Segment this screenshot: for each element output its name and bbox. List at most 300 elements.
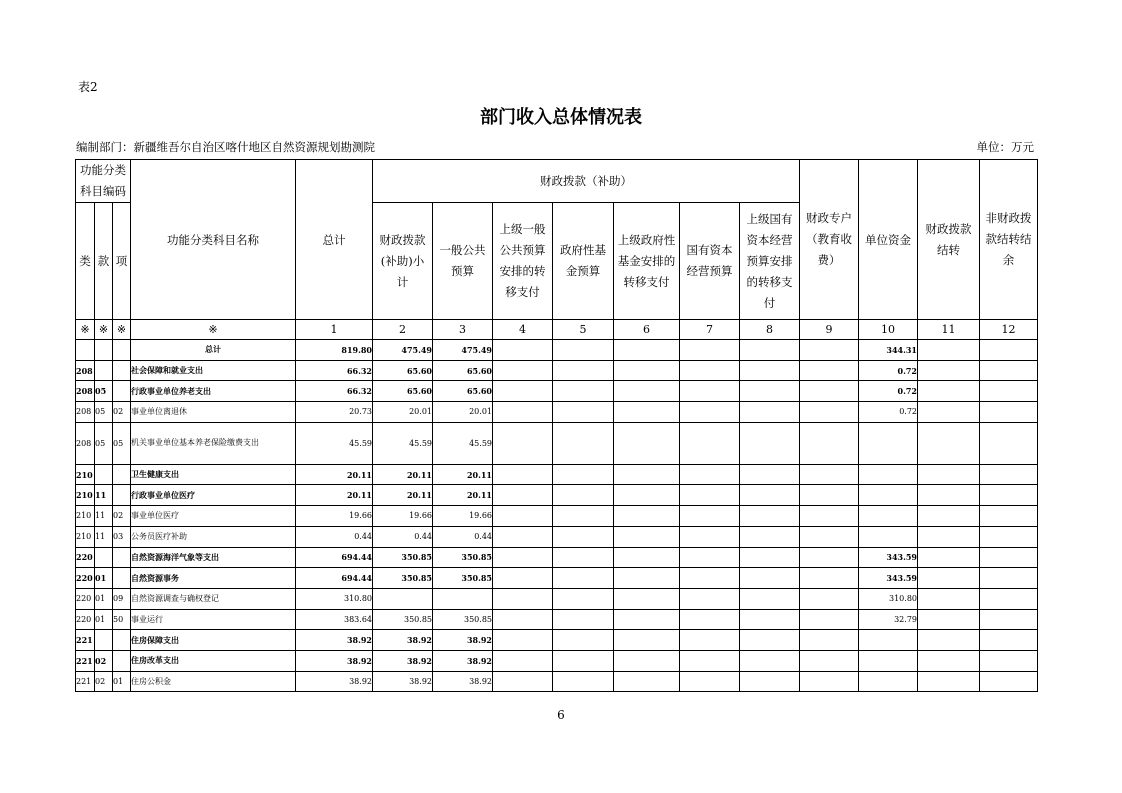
page-title: 部门收入总体情况表 [480,107,642,128]
table-row [76,402,1038,423]
amount-subtotal: 45.59 [373,422,433,464]
item-name: 事业运行 [131,609,296,630]
amount-empty [800,568,859,589]
header-nonfiscal-carryover: 非财政拨款结转结余 [980,160,1038,320]
amount-subtotal: 475.49 [373,340,433,361]
amount-empty [800,526,859,547]
amount-general: 350.85 [433,547,493,568]
item-name: 住房公积金 [131,671,296,692]
amount-total: 20.11 [296,464,373,485]
header-total: 总计 [296,160,373,320]
amount-empty [800,340,859,361]
amount-empty [614,671,680,692]
amount-unit-funds: 32.79 [859,609,918,630]
amount-empty [800,485,859,506]
amount-general: 20.11 [433,485,493,506]
code-xiang [113,464,131,485]
amount-empty [493,422,553,464]
amount-unit-funds [859,485,918,506]
amount-empty [980,568,1038,589]
amount-empty [918,547,980,568]
item-name: 事业单位医疗 [131,506,296,527]
amount-general: 38.92 [433,630,493,651]
code-lei: 210 [76,506,95,527]
amount-general: 19.66 [433,506,493,527]
amount-empty [800,381,859,402]
header-upper-fund-transfer: 上级政府性基金安排的转移支付 [614,203,680,320]
code-kuan: 01 [95,568,113,589]
code-lei: 208 [76,402,95,423]
item-name: 公务员医疗补助 [131,526,296,547]
amount-unit-funds: 0.72 [859,402,918,423]
code-lei: 220 [76,568,95,589]
header-unit-funds: 单位资金 [859,160,918,320]
column-index-row [76,320,1038,340]
amount-empty [980,609,1038,630]
table-row [76,464,1038,485]
column-index-cell: 3 [433,320,493,340]
header-state-capital-budget: 国有资本经营预算 [680,203,740,320]
table-row [76,671,1038,692]
amount-empty [680,671,740,692]
amount-empty [918,422,980,464]
amount-general: 350.85 [433,609,493,630]
amount-empty [680,547,740,568]
code-kuan: 02 [95,671,113,692]
code-lei: 208 [76,381,95,402]
amount-unit-funds [859,671,918,692]
amount-general: 65.60 [433,360,493,381]
amount-empty [918,381,980,402]
amount-empty [980,630,1038,651]
amount-empty [493,360,553,381]
amount-empty [493,506,553,527]
code-kuan: 11 [95,485,113,506]
amount-unit-funds: 310.80 [859,588,918,609]
amount-empty [980,485,1038,506]
amount-empty [493,568,553,589]
amount-empty [680,340,740,361]
amount-empty [918,360,980,381]
amount-empty [918,402,980,423]
column-index-cell: 8 [740,320,800,340]
amount-empty [553,630,614,651]
amount-empty [980,671,1038,692]
amount-unit-funds [859,650,918,671]
code-lei: 220 [76,588,95,609]
amount-unit-funds: 343.59 [859,547,918,568]
amount-empty [680,588,740,609]
amount-empty [918,340,980,361]
item-name: 自然资源调查与确权登记 [131,588,296,609]
amount-empty [680,650,740,671]
amount-empty [553,422,614,464]
amount-empty [980,464,1038,485]
amount-subtotal: 350.85 [373,568,433,589]
code-lei: 210 [76,464,95,485]
amount-empty [493,402,553,423]
amount-general: 65.60 [433,381,493,402]
header-general-budget: 一般公共预算 [433,203,493,320]
code-kuan [95,630,113,651]
amount-empty [740,381,800,402]
amount-subtotal: 38.92 [373,671,433,692]
amount-empty [980,422,1038,464]
amount-empty [980,360,1038,381]
amount-empty [493,381,553,402]
table-row [76,568,1038,589]
table-row [76,547,1038,568]
amount-empty [493,526,553,547]
amount-empty [553,381,614,402]
amount-empty [918,630,980,651]
code-xiang [113,381,131,402]
table-row [76,340,1038,361]
amount-empty [980,547,1038,568]
amount-empty [493,340,553,361]
code-kuan: 05 [95,422,113,464]
amount-empty [553,547,614,568]
code-xiang [113,630,131,651]
code-xiang: 50 [113,609,131,630]
table-label: 表2 [78,80,98,94]
header-xiang: 项 [113,203,131,320]
amount-empty [553,506,614,527]
amount-empty [800,609,859,630]
code-lei: 220 [76,547,95,568]
table-row [76,650,1038,671]
amount-total: 819.80 [296,340,373,361]
code-kuan: 11 [95,526,113,547]
amount-subtotal: 20.01 [373,402,433,423]
item-name: 自然资源海洋气象等支出 [131,547,296,568]
code-kuan [95,360,113,381]
amount-empty [614,630,680,651]
header-func-code-group: 功能分类科目编码 [76,160,131,203]
amount-empty [680,506,740,527]
amount-empty [740,547,800,568]
table-row [76,506,1038,527]
amount-general: 0.44 [433,526,493,547]
amount-unit-funds [859,526,918,547]
amount-general [433,588,493,609]
amount-empty [800,650,859,671]
amount-general: 45.59 [433,422,493,464]
amount-empty [614,360,680,381]
item-name: 事业单位离退休 [131,402,296,423]
amount-empty [980,588,1038,609]
amount-empty [614,422,680,464]
amount-empty [553,568,614,589]
amount-total: 694.44 [296,568,373,589]
amount-total: 66.32 [296,381,373,402]
amount-empty [553,588,614,609]
code-xiang: 09 [113,588,131,609]
code-lei: 210 [76,485,95,506]
column-index-cell: 2 [373,320,433,340]
amount-empty [918,671,980,692]
code-lei: 221 [76,671,95,692]
amount-empty [918,526,980,547]
amount-general: 38.92 [433,650,493,671]
amount-subtotal: 350.85 [373,547,433,568]
amount-subtotal: 65.60 [373,381,433,402]
code-xiang [113,340,131,361]
code-xiang: 02 [113,402,131,423]
amount-empty [553,402,614,423]
amount-empty [680,422,740,464]
item-name: 行政事业单位养老支出 [131,381,296,402]
amount-empty [614,381,680,402]
amount-subtotal: 38.92 [373,630,433,651]
code-lei: 221 [76,650,95,671]
amount-empty [800,630,859,651]
income-table [75,159,1038,692]
amount-empty [918,464,980,485]
amount-empty [614,402,680,423]
column-index-cell: 9 [800,320,859,340]
amount-empty [918,650,980,671]
amount-total: 383.64 [296,609,373,630]
amount-empty [680,568,740,589]
amount-unit-funds [859,464,918,485]
amount-empty [493,588,553,609]
code-lei: 220 [76,609,95,630]
amount-total: 38.92 [296,630,373,651]
column-index-cell: ※ [113,320,131,340]
header-fiscal-group: 财政拨款（补助） [373,160,800,203]
code-lei [76,340,95,361]
amount-total: 19.66 [296,506,373,527]
amount-empty [493,464,553,485]
amount-empty [740,588,800,609]
amount-empty [493,609,553,630]
amount-empty [614,464,680,485]
amount-empty [980,650,1038,671]
code-xiang: 02 [113,506,131,527]
amount-empty [680,630,740,651]
amount-total: 310.80 [296,588,373,609]
amount-unit-funds: 343.59 [859,568,918,589]
amount-empty [918,485,980,506]
amount-empty [553,340,614,361]
code-kuan: 01 [95,609,113,630]
table-row [76,609,1038,630]
table-row [76,630,1038,651]
code-xiang: 03 [113,526,131,547]
code-kuan: 01 [95,588,113,609]
amount-total: 20.11 [296,485,373,506]
amount-general: 20.11 [433,464,493,485]
item-name: 社会保障和就业支出 [131,360,296,381]
amount-empty [614,650,680,671]
amount-unit-funds: 344.31 [859,340,918,361]
amount-subtotal: 20.11 [373,464,433,485]
amount-empty [553,360,614,381]
item-name: 卫生健康支出 [131,464,296,485]
amount-subtotal: 19.66 [373,506,433,527]
amount-empty [740,340,800,361]
amount-empty [493,671,553,692]
amount-empty [680,402,740,423]
header-fiscal-special: 财政专户（教育收费） [800,160,859,320]
amount-empty [980,526,1038,547]
amount-empty [918,506,980,527]
amount-empty [553,464,614,485]
amount-empty [680,464,740,485]
amount-subtotal: 0.44 [373,526,433,547]
amount-empty [614,526,680,547]
amount-total: 38.92 [296,650,373,671]
amount-empty [800,402,859,423]
table-row [76,485,1038,506]
header-upper-general-transfer: 上级一般公共预算安排的转移支付 [493,203,553,320]
item-name: 总计 [131,340,296,361]
amount-subtotal: 350.85 [373,609,433,630]
amount-empty [918,568,980,589]
amount-empty [614,340,680,361]
amount-total: 694.44 [296,547,373,568]
column-index-cell: 11 [918,320,980,340]
amount-empty [553,609,614,630]
table-row [76,360,1038,381]
amount-empty [740,464,800,485]
amount-total: 66.32 [296,360,373,381]
code-xiang [113,568,131,589]
amount-total: 0.44 [296,526,373,547]
amount-empty [553,671,614,692]
amount-empty [493,547,553,568]
header-gov-fund-budget: 政府性基金预算 [553,203,614,320]
table-body [76,340,1038,692]
amount-empty [614,547,680,568]
amount-empty [680,609,740,630]
amount-subtotal: 38.92 [373,650,433,671]
amount-unit-funds [859,422,918,464]
code-kuan [95,547,113,568]
code-kuan: 05 [95,402,113,423]
table-row [76,588,1038,609]
amount-subtotal: 20.11 [373,485,433,506]
code-kuan: 05 [95,381,113,402]
amount-empty [800,547,859,568]
amount-empty [740,609,800,630]
amount-total: 45.59 [296,422,373,464]
amount-unit-funds: 0.72 [859,381,918,402]
header-lei: 类 [76,203,95,320]
amount-subtotal: 65.60 [373,360,433,381]
header-func-name: 功能分类科目名称 [131,160,296,320]
amount-empty [740,526,800,547]
amount-unit-funds: 0.72 [859,360,918,381]
amount-empty [614,609,680,630]
code-xiang: 05 [113,422,131,464]
column-index-cell: 4 [493,320,553,340]
amount-empty [740,671,800,692]
amount-empty [740,402,800,423]
amount-empty [553,526,614,547]
amount-empty [553,485,614,506]
amount-empty [918,609,980,630]
amount-empty [800,422,859,464]
amount-empty [740,650,800,671]
amount-empty [553,650,614,671]
column-index-cell: 5 [553,320,614,340]
amount-empty [740,630,800,651]
item-name: 自然资源事务 [131,568,296,589]
amount-empty [493,630,553,651]
amount-empty [740,506,800,527]
code-kuan: 02 [95,650,113,671]
code-xiang [113,650,131,671]
amount-total: 20.73 [296,402,373,423]
header-upper-capital-transfer: 上级国有资本经营预算安排的转移支付 [740,203,800,320]
amount-empty [740,422,800,464]
column-index-cell: 12 [980,320,1038,340]
header-fiscal-carryover: 财政拨款结转 [918,160,980,320]
table-row [76,381,1038,402]
item-name [131,422,296,464]
amount-empty [980,402,1038,423]
column-index-cell: ※ [131,320,296,340]
column-index-cell: 10 [859,320,918,340]
code-lei: 221 [76,630,95,651]
code-xiang [113,360,131,381]
code-lei: 210 [76,526,95,547]
column-index-cell: 7 [680,320,740,340]
item-name: 行政事业单位医疗 [131,485,296,506]
amount-empty [980,506,1038,527]
amount-general: 475.49 [433,340,493,361]
header-fiscal-subtotal: 财政拨款(补助)小计 [373,203,433,320]
amount-empty [493,650,553,671]
code-lei: 208 [76,360,95,381]
amount-empty [614,568,680,589]
amount-empty [614,485,680,506]
amount-empty [800,588,859,609]
code-xiang: 01 [113,671,131,692]
column-index-cell: 1 [296,320,373,340]
amount-empty [614,506,680,527]
header-kuan: 款 [95,203,113,320]
amount-empty [740,360,800,381]
amount-empty [800,671,859,692]
amount-empty [680,381,740,402]
amount-empty [800,464,859,485]
item-name: 住房改革支出 [131,650,296,671]
amount-empty [800,506,859,527]
amount-empty [680,485,740,506]
amount-general: 20.01 [433,402,493,423]
table-row [76,422,1038,464]
amount-subtotal [373,588,433,609]
amount-total: 38.92 [296,671,373,692]
code-xiang [113,485,131,506]
amount-empty [980,381,1038,402]
amount-empty [980,340,1038,361]
page-number: 6 [557,708,565,722]
amount-empty [740,568,800,589]
amount-empty [493,485,553,506]
column-index-cell: 6 [614,320,680,340]
column-index-cell: ※ [76,320,95,340]
amount-unit-funds [859,630,918,651]
amount-empty [680,360,740,381]
amount-empty [740,485,800,506]
amount-general: 38.92 [433,671,493,692]
amount-empty [918,588,980,609]
amount-empty [680,526,740,547]
